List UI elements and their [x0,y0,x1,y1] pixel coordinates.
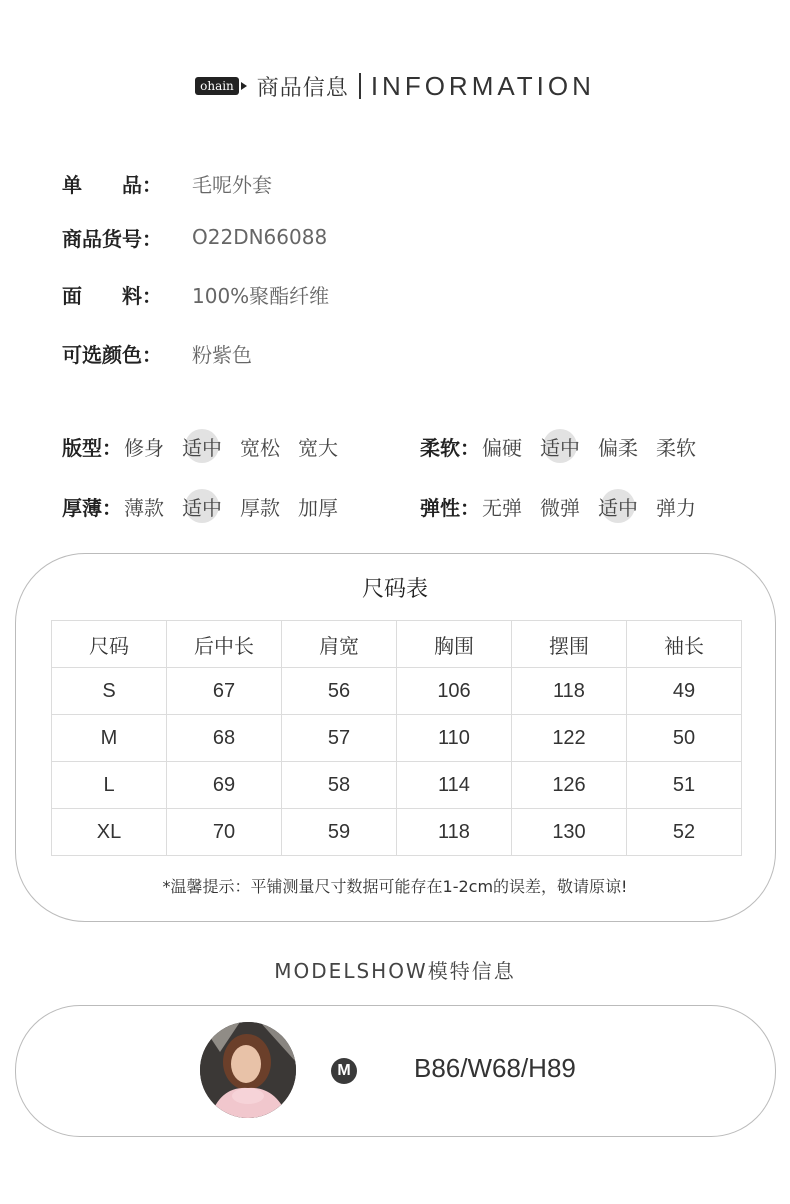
table-cell: 126 [512,762,627,809]
info-label: 面 料： [62,283,162,308]
attr-fit [62,429,356,463]
attr-option-selected: 适中 [540,432,580,461]
play-arrow-icon [241,82,247,90]
table-cell: 57 [282,715,397,762]
header-title-cn: 商品信息 [256,75,349,101]
table-cell: 110 [397,715,512,762]
info-value: O22DN66088 [192,225,328,249]
table-row [52,809,742,856]
measurement-note: *温馨提示：平铺测量尺寸数据可能存在1-2cm的误差，敬请原谅! [162,877,628,896]
info-label: 单 品： [62,172,162,197]
info-row-color [62,338,252,368]
table-cell: L [52,762,167,809]
attr-option: 宽大 [298,435,338,460]
info-value: 粉紫色 [192,342,252,367]
attr-option-selected: 适中 [182,432,222,461]
table-cell: 49 [627,668,742,715]
table-row [52,762,742,809]
attr-option: 厚款 [240,495,280,520]
table-header-row [52,621,742,668]
model-measurements: B86/W68/H89 [414,1053,576,1083]
info-row-item [62,168,272,198]
table-cell: 59 [282,809,397,856]
attr-option: 修身 [124,435,164,460]
table-cell: 106 [397,668,512,715]
info-value: 100%聚酯纤维 [192,283,330,308]
table-cell: 58 [282,762,397,809]
table-cell: 67 [167,668,282,715]
attr-option-selected: 适中 [598,492,638,521]
attr-label: 弹性： [420,495,480,520]
table-header-cell: 尺码 [52,621,167,668]
table-header-cell: 肩宽 [282,621,397,668]
table-row [52,715,742,762]
table-cell: M [52,715,167,762]
attr-option: 无弹 [482,495,522,520]
table-header-cell: 袖长 [627,621,742,668]
table-row [52,668,742,715]
header-divider [359,73,361,99]
table-cell: 114 [397,762,512,809]
attr-label: 柔软： [420,435,480,460]
table-cell: 118 [512,668,627,715]
info-value: 毛呢外套 [192,172,272,197]
table-cell: 56 [282,668,397,715]
brand-logo: ohain [195,77,239,95]
table-cell: 118 [397,809,512,856]
attr-label: 版型： [62,435,122,460]
info-row-fabric [62,279,329,309]
table-cell: S [52,668,167,715]
attr-option: 偏硬 [482,435,522,460]
table-cell: 50 [627,715,742,762]
attr-option: 微弹 [540,495,580,520]
model-size-badge: M [331,1058,357,1084]
attr-option: 柔软 [656,435,696,460]
model-photo [200,1022,296,1118]
size-table [51,620,742,856]
model-panel [15,1005,776,1137]
attr-option: 弹力 [656,495,696,520]
attr-option: 薄款 [124,495,164,520]
table-cell: 51 [627,762,742,809]
attr-option: 偏柔 [598,435,638,460]
table-cell: 130 [512,809,627,856]
info-header [0,66,790,106]
attr-label: 厚薄： [62,495,122,520]
attr-option-selected: 适中 [182,492,222,521]
table-header-cell: 胸围 [397,621,512,668]
table-header-cell: 摆围 [512,621,627,668]
table-header-cell: 后中长 [167,621,282,668]
attr-elasticity [420,489,714,523]
info-label: 可选颜色： [62,342,162,367]
header-title-en: INFORMATION [370,70,595,101]
table-cell: 69 [167,762,282,809]
table-cell: 122 [512,715,627,762]
model-avatar [200,1022,296,1118]
attr-softness [420,429,714,463]
table-cell: 68 [167,715,282,762]
table-cell: 70 [167,809,282,856]
model-show-title: MODELSHOW模特信息 [274,959,516,983]
info-row-sku [62,222,327,252]
size-chart-title: 尺码表 [361,577,428,602]
attr-option: 宽松 [240,435,280,460]
table-cell: 52 [627,809,742,856]
attr-option: 加厚 [298,495,338,520]
info-label: 商品货号： [62,226,162,251]
attr-thickness [62,489,356,523]
table-cell: XL [52,809,167,856]
